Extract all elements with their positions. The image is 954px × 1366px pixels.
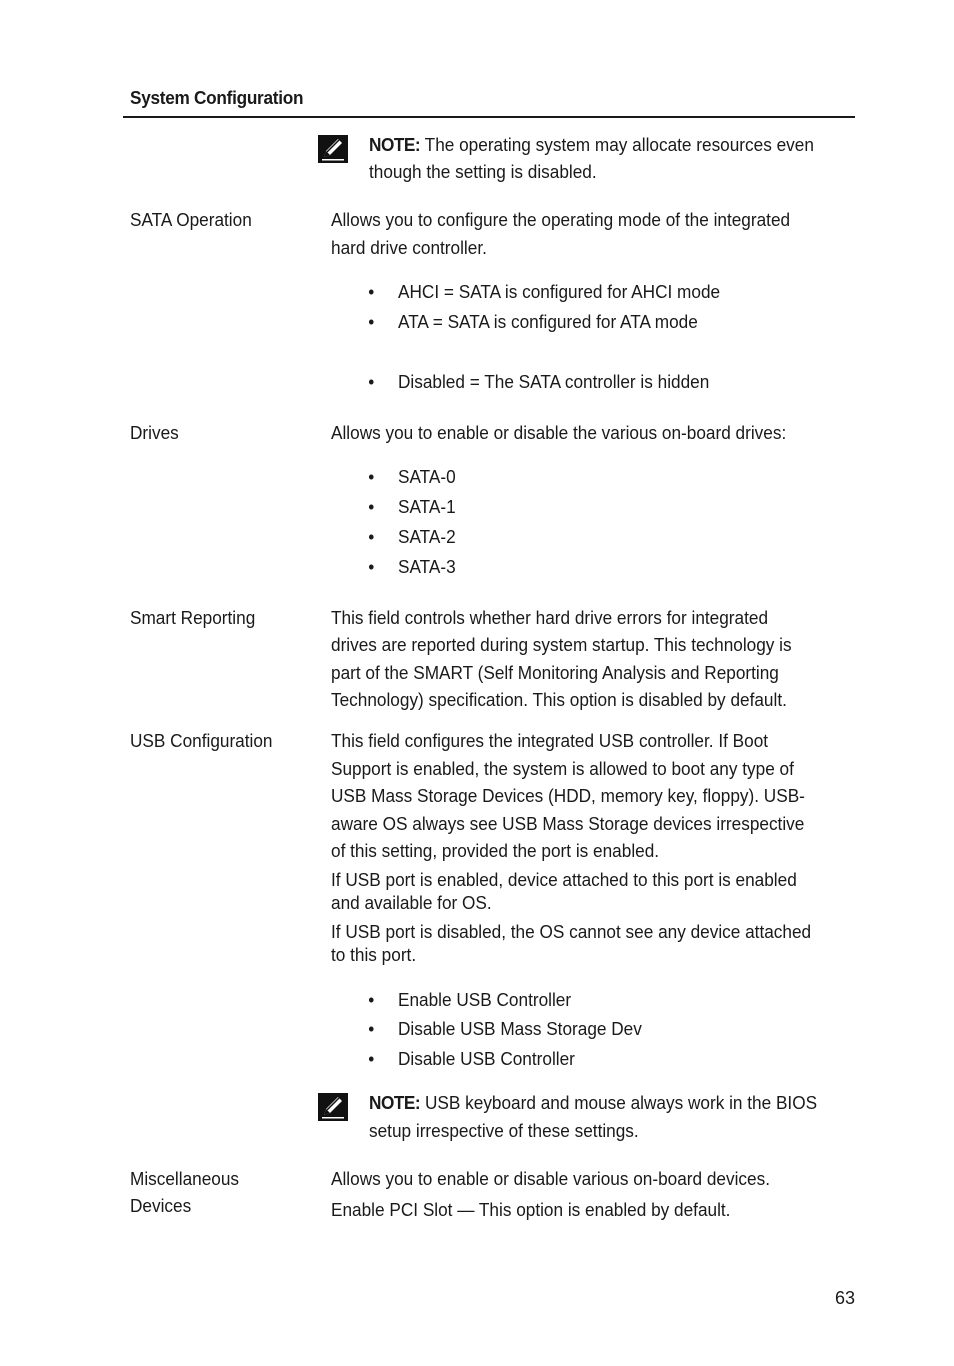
smart-reporting-label: Smart Reporting [130,607,256,628]
smart-desc-line: part of the SMART (Self Monitoring Analysis and Reporting [331,662,779,683]
drives-desc: Allows you to enable or disable the various on-board drives: [331,422,787,443]
list-item: • Disabled = The SATA controller is hidden [398,368,709,396]
list-item: • SATA-3 [398,553,456,581]
list-item: • SATA-1 [398,493,456,521]
drives-label: Drives [130,422,179,443]
misc-devices-label-line-1: Miscellaneous [130,1168,240,1189]
usb-desc-line: Support is enabled, the system is allowed to boot any type of [331,758,794,779]
list-item: • Disable USB Controller [398,1045,575,1073]
page-number: 63 [834,1288,855,1308]
list-item: • AHCI = SATA is configured for AHCI mode [398,278,720,306]
note-label: NOTE: [369,134,421,155]
list-item: • Disable USB Mass Storage Dev [398,1015,642,1043]
bullet-icon: • [368,496,375,517]
usb-desc-line: aware OS always see USB Mass Storage devices irrespective [331,813,805,834]
usb-desc-line: of this setting, provided the port is enabled. [331,840,660,861]
note-line-1: NOTE: The operating system may allocate resources even [369,134,814,155]
note-line-2: setup irrespective of these settings. [369,1120,639,1141]
smart-desc-line: This field controls whether hard drive errors for integrated [331,607,769,628]
sata-desc-line-2: hard drive controller. [331,237,487,258]
misc-desc-line-2: Enable PCI Slot — This option is enabled by default. [331,1199,731,1220]
note-label: NOTE: [369,1092,421,1113]
smart-desc-line: drives are reported during system startup. This technology is [331,634,792,655]
list-item: • SATA-0 [398,463,456,491]
bullet-icon: • [368,1018,375,1039]
smart-desc-line: Technology) specification. This option is disabled by default. [331,689,787,710]
sata-operation-label: SATA Operation [130,209,252,230]
bullet-icon: • [368,371,375,392]
misc-devices-label-line-2: Devices [130,1195,192,1216]
usb-disabled-line: If USB port is disabled, the OS cannot see any device attached [331,921,812,942]
list-item: • SATA-2 [398,523,456,551]
bullet-icon: • [368,1048,375,1069]
note-icon [318,135,348,163]
bullet-icon: • [368,989,375,1010]
note-line-1: NOTE: USB keyboard and mouse always work in the BIOS [369,1092,818,1113]
page-header-title: System Configuration [130,87,304,108]
usb-configuration-label: USB Configuration [130,730,273,751]
header-rule [123,116,855,118]
usb-enabled-line: If USB port is enabled, device attached to this port is enabled [331,869,797,890]
usb-desc-line: USB Mass Storage Devices (HDD, memory key, floppy). USB- [331,785,805,806]
bullet-icon: • [368,281,375,302]
bullet-icon: • [368,556,375,577]
note-line-2: though the setting is disabled. [369,161,597,182]
list-item: • ATA = SATA is configured for ATA mode [398,308,698,336]
misc-desc-line-1: Allows you to enable or disable various on-board devices. [331,1168,770,1189]
usb-disabled-line: to this port. [331,944,417,965]
list-item: • Enable USB Controller [398,986,571,1014]
usb-enabled-line: and available for OS. [331,892,492,913]
usb-desc-line: This field configures the integrated USB controller. If Boot [331,730,769,751]
bullet-icon: • [368,466,375,487]
sata-desc-line-1: Allows you to configure the operating mode of the integrated [331,209,791,230]
bullet-icon: • [368,311,375,332]
note-icon [318,1093,348,1121]
bullet-icon: • [368,526,375,547]
